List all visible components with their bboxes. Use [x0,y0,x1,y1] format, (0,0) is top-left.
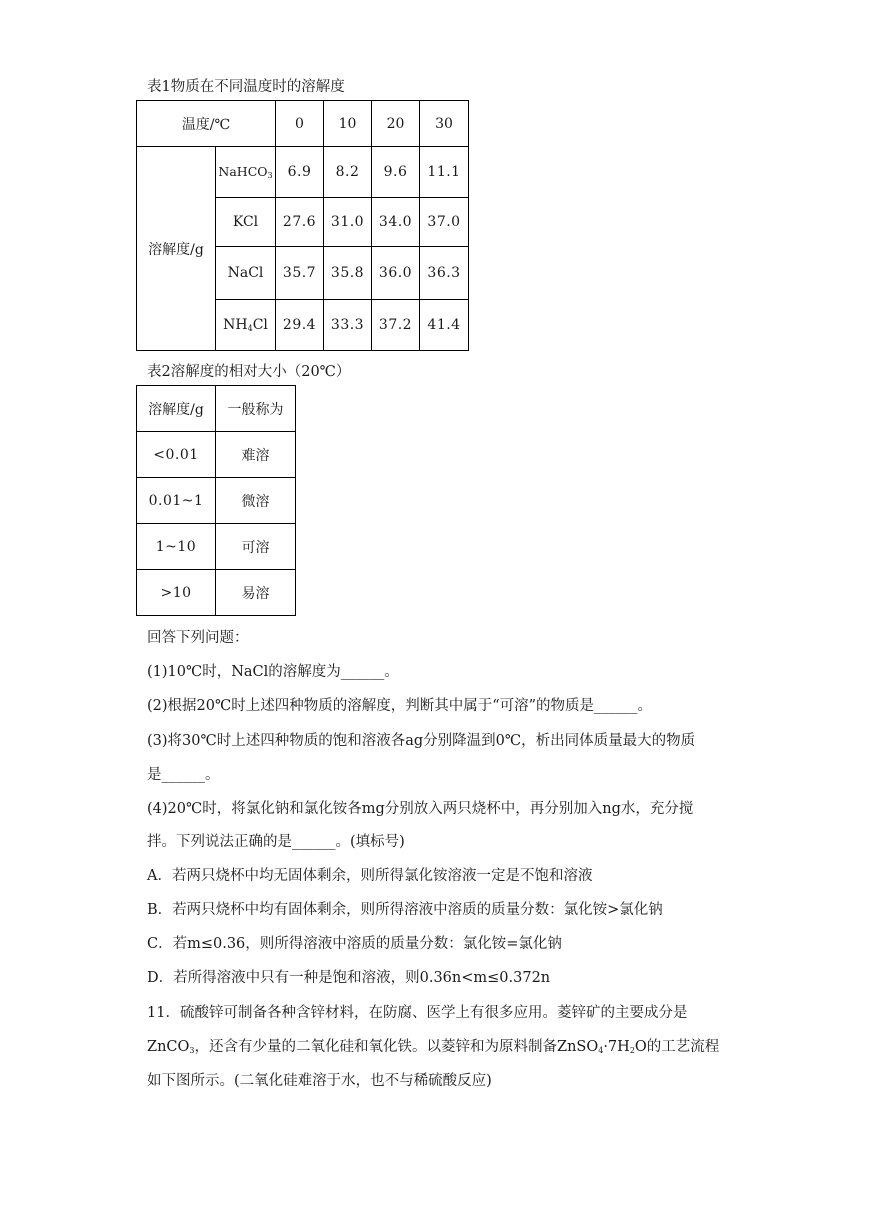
table2-caption: 表2溶解度的相对大小（20℃） [147,364,351,380]
value-cell: 35.8 [324,247,372,300]
value-cell: 36.0 [372,247,420,300]
temp-cell: 10 [324,101,372,147]
questions-intro: 回答下列问题： [147,630,249,646]
value-cell: 41.4 [420,300,469,351]
value-cell: 31.0 [324,198,372,247]
table-header-row [137,386,296,432]
class-cell: 微溶 [216,478,296,524]
value-cell: 11.1 [420,147,469,198]
range-cell: 1~10 [137,524,216,570]
solubility-class-table [136,385,296,616]
table-row [137,478,296,524]
column-header: 溶解度/g [137,386,216,432]
class-cell: 可溶 [216,524,296,570]
value-cell: 35.7 [276,247,324,300]
row-group-label: 溶解度/g [137,147,216,351]
table-row [137,570,296,616]
option-b: B．若两只烧杯中均有固体剩余，则所得溶液中溶质的质量分数：氯化铵>氯化钠 [147,902,663,918]
formula-subscript: 3 [267,171,273,180]
table-row [137,147,469,198]
value-cell: 6.9 [276,147,324,198]
class-cell: 难溶 [216,432,296,478]
question-4-line-1: (4)20℃时，将氯化钠和氯化铵各mg分别放入两只烧杯中，再分别加入ng水，充分搅 [147,801,694,817]
question-4-line-2: 拌。下列说法正确的是______。(填标号) [147,834,405,850]
substance-formula: NaHCO [218,164,268,179]
substance-name [216,300,276,351]
formula-subscript: 3 [189,1046,195,1055]
option-a: A．若两只烧杯中均无固体剩余，则所得氯化铵溶液一定是不饱和溶液 [147,868,593,884]
substance-formula-tail: Cl [252,317,268,333]
value-cell: 9.6 [372,147,420,198]
option-c: C．若m≤0.36，则所得溶液中溶质的质量分数：氯化铵=氯化钠 [147,936,562,952]
range-cell: >10 [137,570,216,616]
value-cell: 37.2 [372,300,420,351]
substance-name: KCl [216,198,276,247]
table-row [137,524,296,570]
option-d: D．若所得溶液中只有一种是饱和溶液，则0.36n<m≤0.372n [147,970,551,986]
problem-11-line-1: 11．硫酸锌可制备各种含锌材料，在防腐、医学上有很多应用。菱锌矿的主要成分是 [147,1005,688,1021]
formula-subscript: 4 [247,324,253,333]
substance-name: NaCl [216,247,276,300]
question-2: (2)根据20℃时上述四种物质的溶解度，判断其中属于“可溶”的物质是______。 [147,698,653,714]
solubility-table [136,100,469,351]
question-1: (1)10℃时，NaCl的溶解度为______。 [147,664,399,680]
formula-text: ZnCO [147,1039,190,1055]
temp-cell: 20 [372,101,420,147]
value-cell: 29.4 [276,300,324,351]
value-cell: 8.2 [324,147,372,198]
substance-name [216,147,276,198]
table-header-row [137,101,469,147]
formula-subscript: 2 [629,1046,635,1055]
temp-cell: 30 [420,101,469,147]
column-header: 一般称为 [216,386,296,432]
substance-formula: NH [223,317,248,333]
table-row [137,432,296,478]
temp-cell: 0 [276,101,324,147]
value-cell: 33.3 [324,300,372,351]
range-cell: <0.01 [137,432,216,478]
problem-text: ，还含有少量的二氧化硅和氧化铁。以菱锌和为原料制备ZnSO [194,1039,599,1055]
formula-subscript: 4 [598,1046,604,1055]
formula-text: ·7H [603,1039,630,1055]
problem-11-line-2 [147,1035,719,1056]
problem-11-line-3: 如下图所示。(二氧化硅难溶于水，也不与稀硫酸反应) [147,1073,492,1089]
problem-text: O的工艺流程 [634,1039,720,1055]
question-3-line-2: 是______。 [147,767,220,783]
table1-caption: 表1物质在不同温度时的溶解度 [147,79,345,95]
value-cell: 37.0 [420,198,469,247]
question-3-line-1: (3)将30℃时上述四种物质的饱和溶液各ag分别降温到0℃，析出同体质量最大的物质 [147,733,696,749]
class-cell: 易溶 [216,570,296,616]
value-cell: 36.3 [420,247,469,300]
range-cell: 0.01~1 [137,478,216,524]
temp-header: 温度/℃ [137,101,276,147]
value-cell: 27.6 [276,198,324,247]
value-cell: 34.0 [372,198,420,247]
